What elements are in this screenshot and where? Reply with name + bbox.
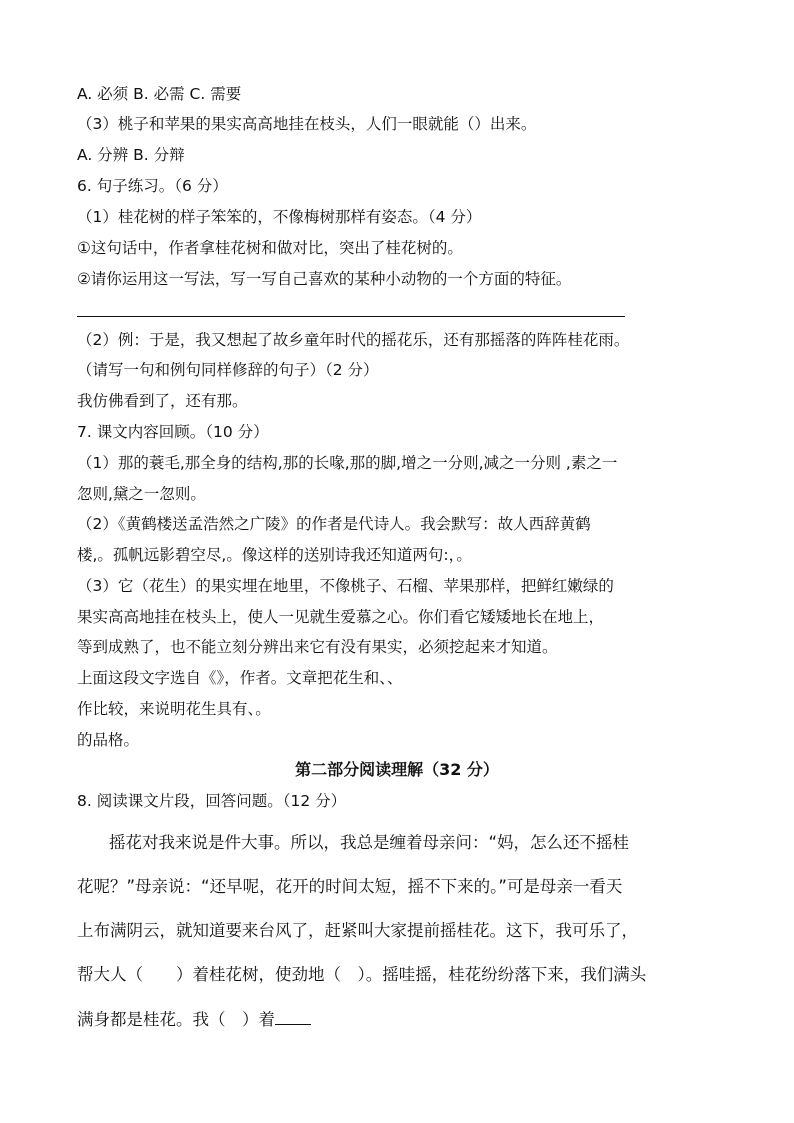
line-19: 上面这段文字选自《》，作者。文章把花生和、、	[77, 669, 403, 687]
line-10: 我仿佛看到了，还有那。	[77, 392, 248, 410]
passage-line-4: 帮大人（ ）着桂花树，使劲地（ ）。摇哇摇，桂花纷纷落下来，我们满头	[77, 965, 647, 984]
passage-line-3: 上布满阴云，就知道要来台风了，赶紧叫大家提前摇桂花。这下，我可乐了，	[77, 921, 638, 940]
line-7: ②请你运用这一写法，写一写自己喜欢的某种小动物的一个方面的特征。	[77, 270, 572, 288]
line-17: 果实高高地挂在枝头上，使人一见就生爱慕之心。你们看它矮矮地长在地上，	[77, 608, 605, 626]
line-13: 忽则,黛之一忽则。	[77, 485, 206, 503]
passage-line-5-wrap	[77, 1008, 754, 1030]
passage-line-5: 满身都是桂花。我（ ）着	[77, 1010, 275, 1029]
line-15: 楼,。孤帆远影碧空尽,。像这样的送别诗我还知道两句:，。	[77, 546, 472, 564]
line-12: （1）那的蓑毛,那全身的结构,那的长喙,那的脚,增之一分则,减之一分则 ,素之一	[77, 454, 618, 472]
line-6: ①这句话中，作者拿桂花树和做对比，突出了桂花树的。	[77, 239, 463, 257]
line-20: 作比较，来说明花生具有、。	[77, 700, 271, 718]
answer-underline	[77, 316, 625, 317]
line-8: （2）例：于是，我又想起了故乡童年时代的摇花乐，还有那摇落的阵阵桂花雨。	[77, 331, 630, 349]
line-5: （1）桂花树的样子笨笨的，不像梅树那样有姿态。（4 分）	[77, 208, 482, 226]
line-2: （3）桃子和苹果的果实高高地挂在枝头，人们一眼就能（）出来。	[77, 115, 537, 133]
question-8: 8. 阅读课文片段，回答问题。（12 分）	[77, 792, 347, 810]
section-heading: 第二部分阅读理解（32 分）	[295, 760, 499, 779]
line-1: A. 必须 B. 必需 C. 需要	[77, 85, 242, 103]
line-21: 的品格。	[77, 731, 140, 749]
passage-line-1: 摇花对我来说是件大事。所以，我总是缠着母亲问：“妈，怎么还不摇桂	[109, 833, 630, 852]
line-9: （请写一句和例句同样修辞的句子）（2 分）	[77, 361, 379, 379]
line-16: （3）它（花生）的果实埋在地里，不像桃子、石榴、苹果那样，把鲜红嫩绿的	[77, 577, 614, 595]
line-11: 7. 课文内容回顾。（10 分）	[77, 423, 269, 441]
passage-line-2: 花呢？”母亲说：“还早呢，花开的时间太短，摇不下来的。”可是母亲一看天	[77, 877, 623, 896]
line-3: A. 分辨 B. 分辩	[77, 146, 185, 164]
line-4: 6. 句子练习。（6 分）	[77, 177, 228, 195]
line-14: （2）《黄鹤楼送孟浩然之广陵》的作者是代诗人。我会默写：故人西辞黄鹤	[77, 515, 591, 533]
line-18: 等到成熟了，也不能立刻分辨出来它有没有果实，必须挖起来才知道。	[77, 638, 558, 656]
fill-in-blank	[275, 1008, 311, 1025]
